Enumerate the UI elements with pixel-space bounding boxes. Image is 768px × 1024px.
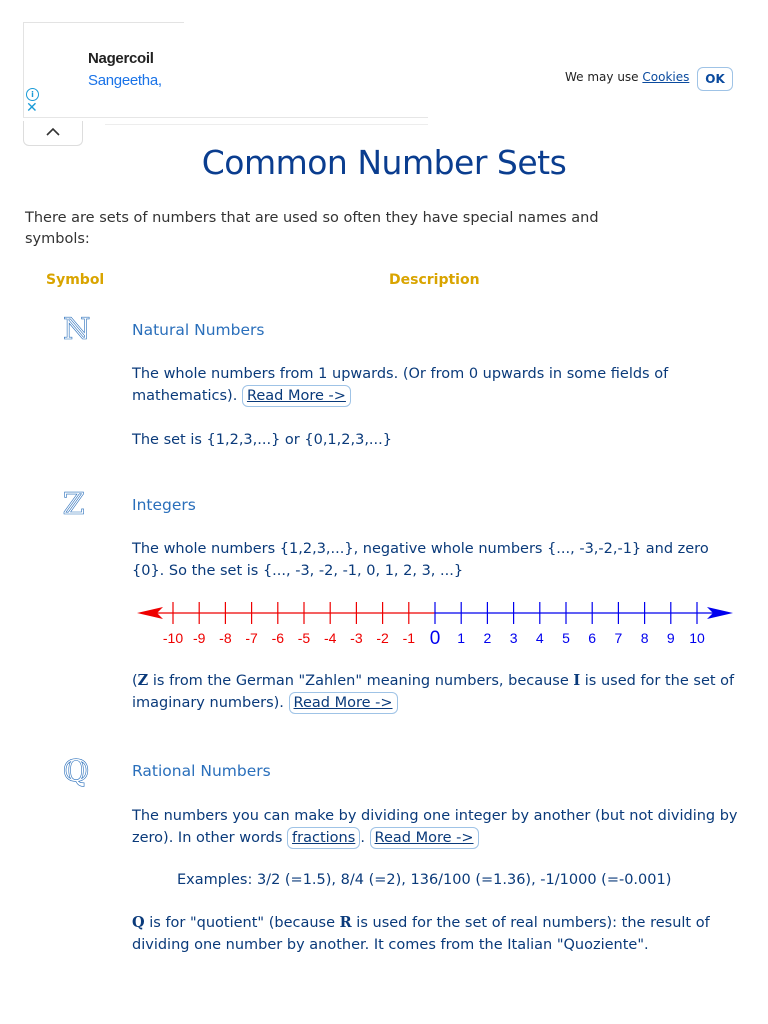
- tick-label: -3: [350, 630, 363, 646]
- tick-label: -5: [297, 630, 311, 646]
- page-title: Common Number Sets: [201, 143, 567, 182]
- tick-label: -6: [271, 630, 285, 646]
- rational-numbers-symbol: ℚ: [63, 754, 90, 789]
- tick-label: 9: [666, 630, 675, 646]
- cookie-ok-button[interactable]: OK: [697, 67, 733, 91]
- tick-label: -1: [402, 630, 416, 646]
- rational-note-text-2: is used for the set of real numbers): the result of dividing one number by another. It comes from the Italian "Quoziente".: [132, 915, 710, 953]
- ad-banner[interactable]: [23, 22, 184, 118]
- intro-text: There are sets of numbers that are used so often they have special names and symbols:: [25, 210, 599, 247]
- integers-description: The whole numbers {1,2,3,...}, negative whole numbers {..., -3,-2,-1} and zero {0}. So the set is {..., -3, -2, -1, 0, 1, 2, 3, ...}: [132, 541, 709, 579]
- tick-label: -4: [323, 630, 337, 646]
- ad-divider: [23, 117, 428, 118]
- tick-label: -10: [162, 630, 184, 646]
- r-letter: R: [339, 914, 352, 931]
- ad-divider: [105, 124, 428, 125]
- q-letter: Q: [132, 914, 145, 931]
- number-line: [135, 595, 735, 650]
- tick-label: -2: [376, 630, 389, 646]
- tick-label: 0: [429, 628, 441, 649]
- tick-label: 2: [483, 630, 492, 646]
- tick-label: 10: [689, 630, 705, 646]
- info-icon[interactable]: i: [26, 88, 39, 101]
- read-more-link[interactable]: Read More ->: [289, 692, 398, 714]
- natural-numbers-set: The set is {1,2,3,...} or {0,1,2,3,...}: [132, 432, 392, 448]
- cookie-text: We may use: [565, 70, 643, 84]
- description-header: Description: [389, 272, 480, 288]
- z-letter: Z: [137, 672, 149, 689]
- rational-note-text: is for "quotient" (because: [144, 915, 340, 931]
- natural-desc-text: The whole numbers from 1 upwards. (Or from 0 upwards in some fields of mathematics).: [132, 366, 669, 404]
- natural-numbers-symbol: ℕ: [63, 312, 91, 347]
- integers-note-text-2: is used for the set of imaginary numbers).: [132, 673, 735, 711]
- tick-label: 6: [588, 630, 597, 646]
- tick-label: 4: [535, 630, 544, 646]
- tick-label: 8: [640, 630, 649, 646]
- natural-numbers-name: Natural Numbers: [132, 321, 265, 339]
- integers-note: (Z is from the German "Zahlen" meaning numbers, because I is used for the set of imaginary numbers). Read More ->: [132, 670, 742, 714]
- symbol-header: Symbol: [46, 272, 105, 288]
- ad-title[interactable]: Nagercoil: [88, 50, 154, 67]
- tick-label: -7: [245, 630, 258, 646]
- close-icon[interactable]: ✕: [26, 100, 38, 116]
- integers-symbol: ℤ: [63, 487, 85, 522]
- integers-name: Integers: [132, 496, 196, 514]
- rational-examples: Examples: 3/2 (=1.5), 8/4 (=2), 136/100 (=1.36), -1/1000 (=-0.001): [177, 872, 672, 888]
- chevron-up-icon: [45, 127, 61, 137]
- read-more-link[interactable]: Read More ->: [242, 385, 351, 407]
- tick-label: 5: [562, 630, 570, 646]
- ad-subtitle[interactable]: Sangeetha,: [88, 72, 162, 89]
- rational-numbers-description: The numbers you can make by dividing one integer by another (but not dividing by zero). In other words fractions . Read More ->: [132, 805, 742, 849]
- cookies-link[interactable]: Cookies: [642, 70, 690, 84]
- tick-label: 1: [457, 630, 466, 646]
- tick-label: -8: [219, 630, 232, 646]
- tick-label: -9: [192, 630, 206, 646]
- cookie-notice: [565, 70, 689, 84]
- fractions-link[interactable]: fractions: [287, 827, 360, 849]
- natural-numbers-description: [132, 363, 742, 407]
- rational-desc-text: The numbers you can make by dividing one integer by another (but not dividing by zero). In other words: [132, 808, 738, 846]
- tick-label: 7: [614, 630, 623, 646]
- i-letter: I: [573, 672, 581, 689]
- read-more-link[interactable]: Read More ->: [370, 827, 479, 849]
- rational-note: [132, 912, 742, 956]
- tick-label: 3: [509, 630, 518, 646]
- rational-numbers-name: Rational Numbers: [132, 762, 271, 780]
- integers-note-text: is from the German "Zahlen" meaning numbers, because: [148, 673, 574, 689]
